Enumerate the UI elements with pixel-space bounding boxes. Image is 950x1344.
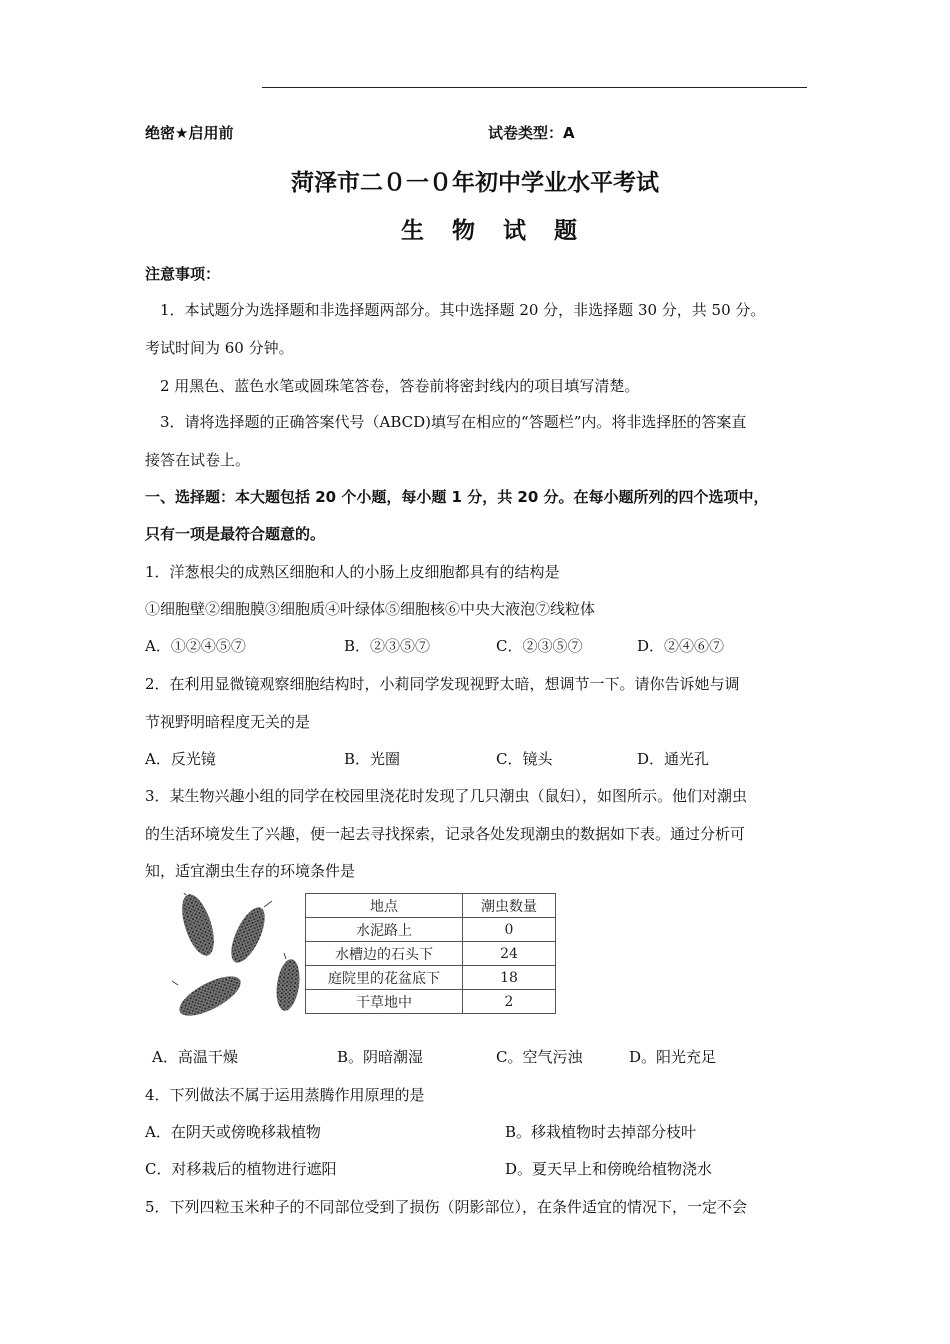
q4-option-b: B。移栽植物时去掉部分枝叶 xyxy=(505,1123,697,1141)
q1-option-b: B．②③⑤⑦ xyxy=(344,637,431,655)
q3-option-b: B。阴暗潮湿 xyxy=(337,1048,424,1066)
q1-option-d: D．②④⑥⑦ xyxy=(637,637,725,655)
table-row xyxy=(306,942,556,966)
table-row xyxy=(306,990,556,1014)
exam-title: 菏泽市二０一０年初中学业水平考试 xyxy=(291,170,659,196)
notes-heading: 注意事项： xyxy=(145,265,221,283)
q1-items: ①细胞壁②细胞膜③细胞质④叶绿体⑤细胞核⑥中央大液泡⑦线粒体 xyxy=(145,600,596,618)
table-header-row xyxy=(306,894,556,918)
exam-subtitle: 生物试题 xyxy=(401,218,605,244)
q1-option-a: A．①②④⑤⑦ xyxy=(145,637,246,655)
table-cell-location: 庭院里的花盆底下 xyxy=(306,966,463,990)
q2-option-c: C．镜头 xyxy=(496,750,553,768)
q4-stem: 4．下列做法不属于运用蒸腾作用原理的是 xyxy=(145,1086,425,1104)
q4-option-a: A．在阴天或傍晚移栽植物 xyxy=(145,1123,321,1141)
q3-line-1: 3．某生物兴趣小组的同学在校园里浇花时发现了几只潮虫（鼠妇），如图所示。他们对潮虫 xyxy=(145,787,748,805)
q2-option-d: D．通光孔 xyxy=(637,750,710,768)
table-header-count: 潮虫数量 xyxy=(463,894,556,918)
note-1-line-1: 1．本试题分为选择题和非选择题两部分。其中选择题 20 分，非选择题 30 分，共 50 分。 xyxy=(160,301,766,319)
paper-type: 试卷类型：A xyxy=(488,124,575,142)
table-cell-count: 0 xyxy=(463,918,556,942)
secret-label: 绝密★启用前 xyxy=(145,124,234,142)
table-row xyxy=(306,918,556,942)
q5-stem: 5．下列四粒玉米种子的不同部位受到了损伤（阴影部位），在条件适宜的情况下，一定不会 xyxy=(145,1198,748,1216)
q4-option-c: C．对移栽后的植物进行遮阳 xyxy=(145,1160,337,1178)
q3-option-d: D。阳光充足 xyxy=(629,1048,717,1066)
q1-option-c: C．②③⑤⑦ xyxy=(496,637,583,655)
table-cell-count: 2 xyxy=(463,990,556,1014)
woodlouse-4 xyxy=(273,953,302,1012)
q2-line-1: 2．在利用显微镜观察细胞结构时，小莉同学发现视野太暗，想调节一下。请你告诉她与调 xyxy=(145,675,740,693)
note-1-line-2: 考试时间为 60 分钟。 xyxy=(145,339,294,357)
woodlouse-count-table xyxy=(305,893,556,1014)
q3-option-a: A．高温干燥 xyxy=(152,1048,238,1066)
woodlouse-1 xyxy=(176,893,221,959)
q2-option-a: A．反光镜 xyxy=(145,750,216,768)
woodlouse-3 xyxy=(172,969,246,1023)
note-3-line-2: 接答在试卷上。 xyxy=(145,451,251,469)
table-cell-location: 干草地中 xyxy=(306,990,463,1014)
table-cell-location: 水泥路上 xyxy=(306,918,463,942)
section-1-line-1: 一、选择题：本大题包括 20 个小题，每小题 1 分，共 20 分。在每小题所列的四个选项中， xyxy=(145,488,769,506)
q3-option-c: C。空气污浊 xyxy=(496,1048,583,1066)
q1-stem: 1．洋葱根尖的成熟区细胞和人的小肠上皮细胞都具有的结构是 xyxy=(145,563,560,581)
section-1-line-2: 只有一项是最符合题意的。 xyxy=(145,525,326,543)
note-3-line-1: 3．请将选择题的正确答案代号（ABCD)填写在相应的“答题栏”内。将非选择胚的答案直 xyxy=(160,413,747,431)
q3-line-3: 知，适宜潮虫生存的环境条件是 xyxy=(145,862,356,880)
q4-option-d: D。夏天早上和傍晚给植物浇水 xyxy=(505,1160,713,1178)
note-2: 2 用黑色、蓝色水笔或圆珠笔答卷，答卷前将密封线内的项目填写清楚。 xyxy=(160,377,640,395)
q3-line-2: 的生活环境发生了兴趣，便一起去寻找探索，记录各处发现潮虫的数据如下表。通过分析可 xyxy=(145,825,746,843)
woodlouse-2 xyxy=(224,901,272,967)
table-cell-location: 水槽边的石头下 xyxy=(306,942,463,966)
table-cell-count: 24 xyxy=(463,942,556,966)
q2-line-2: 节视野明暗程度无关的是 xyxy=(145,713,311,731)
table-header-location: 地点 xyxy=(306,894,463,918)
table-row xyxy=(306,966,556,990)
table-cell-count: 18 xyxy=(463,966,556,990)
q2-option-b: B．光圈 xyxy=(344,750,401,768)
header-rule xyxy=(262,87,807,88)
woodlouse-illustration xyxy=(170,893,305,1023)
